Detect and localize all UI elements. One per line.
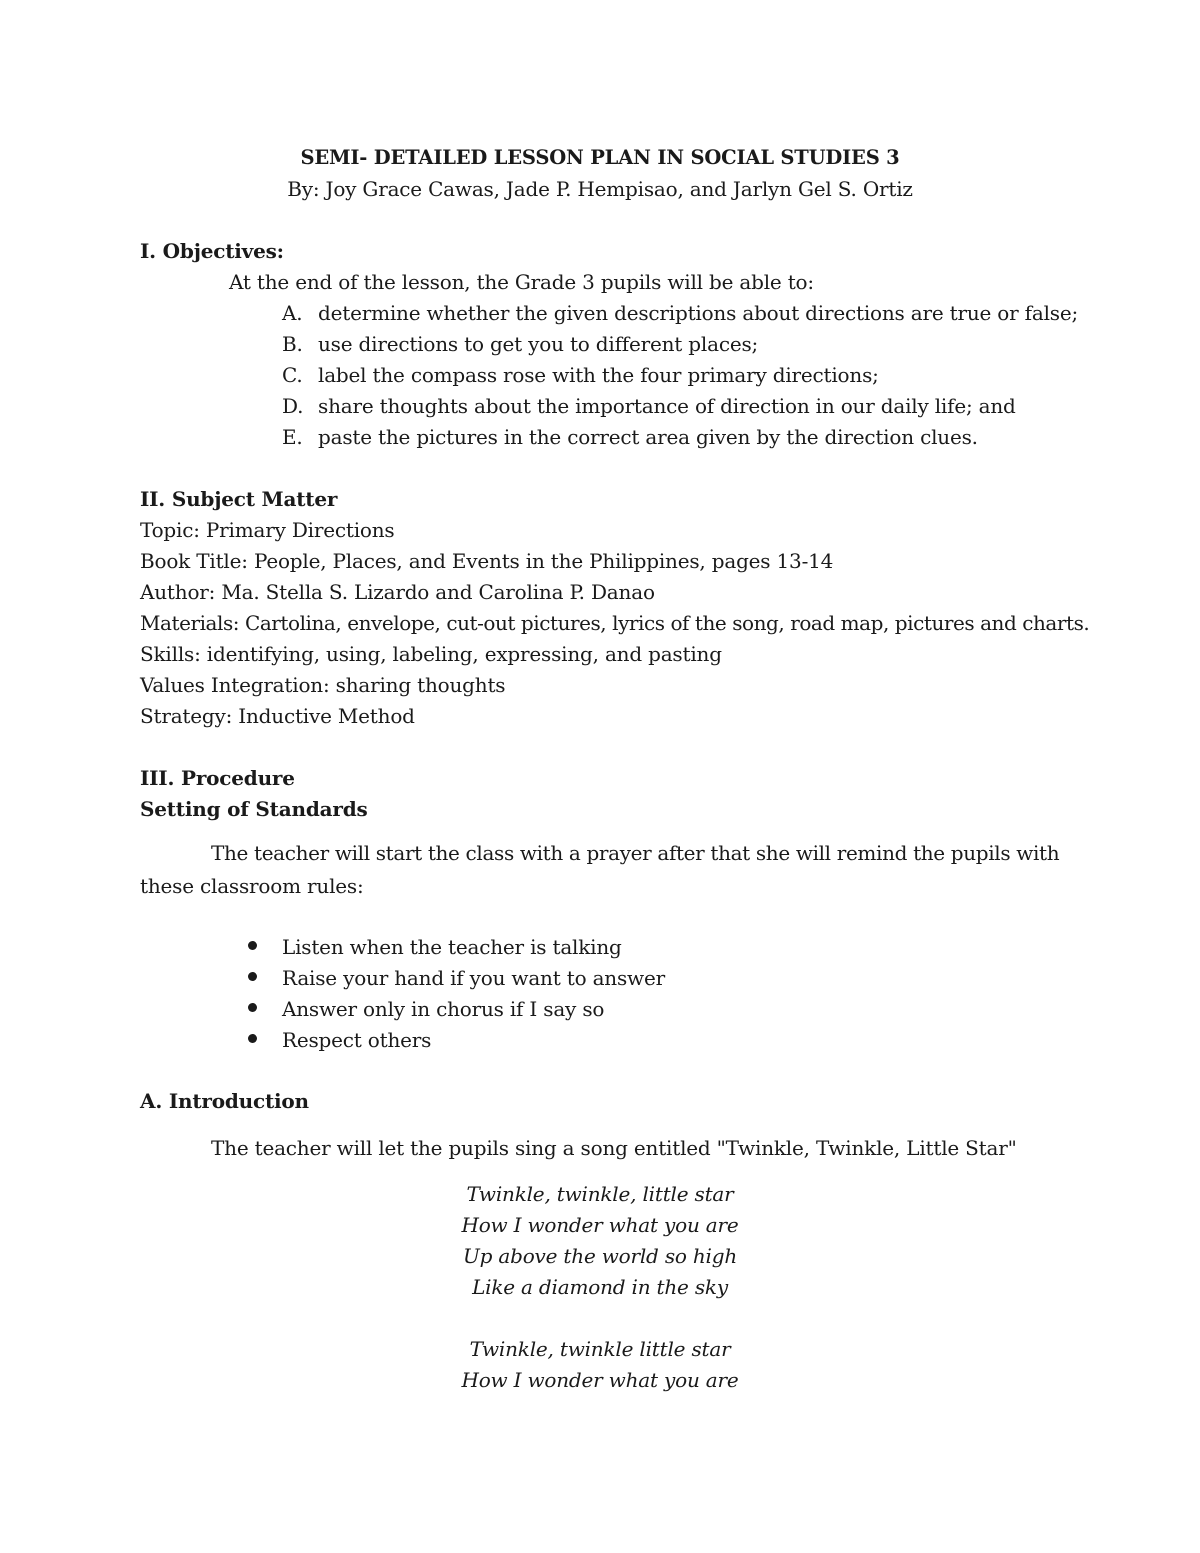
subject-author: Author: Ma. Stella S. Lizardo and Carolina P. Danao bbox=[140, 580, 655, 604]
bullet-icon bbox=[248, 1003, 257, 1012]
rule-item: Respect others bbox=[282, 1028, 432, 1052]
objectives-intro: At the end of the lesson, the Grade 3 pupils will be able to: bbox=[229, 270, 814, 294]
objectives-heading: I. Objectives: bbox=[140, 239, 284, 263]
subject-topic: Topic: Primary Directions bbox=[140, 518, 395, 542]
song-lyric-line: How I wonder what you are bbox=[461, 1213, 739, 1237]
objective-letter: D. bbox=[282, 394, 304, 418]
introduction-paragraph: The teacher will let the pupils sing a song entitled "Twinkle, Twinkle, Little Star" bbox=[211, 1136, 1017, 1160]
subject-strategy: Strategy: Inductive Method bbox=[140, 704, 415, 728]
rule-item: Raise your hand if you want to answer bbox=[282, 966, 665, 990]
objective-text: determine whether the given descriptions about directions are true or false; bbox=[318, 301, 1079, 325]
objective-letter: C. bbox=[282, 363, 303, 387]
song-lyric-line: How I wonder what you are bbox=[461, 1368, 739, 1392]
objective-item bbox=[282, 425, 978, 449]
objective-item bbox=[282, 301, 1078, 325]
objective-text: paste the pictures in the correct area given by the direction clues. bbox=[318, 425, 978, 449]
song-lyric-line: Twinkle, twinkle little star bbox=[469, 1337, 731, 1361]
song-lyric-line: Twinkle, twinkle, little star bbox=[466, 1182, 734, 1206]
song-lyric-line: Up above the world so high bbox=[462, 1244, 738, 1268]
bullet-icon bbox=[248, 972, 257, 981]
introduction-heading: A. Introduction bbox=[140, 1089, 309, 1113]
song-lyric-line: Like a diamond in the sky bbox=[472, 1275, 728, 1299]
objective-letter: B. bbox=[282, 332, 303, 356]
objective-item bbox=[282, 363, 879, 387]
bullet-icon bbox=[248, 1034, 257, 1043]
standards-subheading: Setting of Standards bbox=[140, 797, 368, 821]
rule-item: Answer only in chorus if I say so bbox=[282, 997, 605, 1021]
procedure-heading: III. Procedure bbox=[140, 766, 295, 790]
subject-materials: Materials: Cartolina, envelope, cut-out pictures, lyrics of the song, road map, pictures and charts. bbox=[140, 611, 1090, 635]
subject-skills: Skills: identifying, using, labeling, expressing, and pasting bbox=[140, 642, 722, 666]
objective-item bbox=[282, 394, 1016, 418]
document-title: SEMI- DETAILED LESSON PLAN IN SOCIAL STUDIES 3 bbox=[300, 146, 900, 169]
objective-text: use directions to get you to different places; bbox=[318, 332, 759, 356]
standards-paragraph-line: these classroom rules: bbox=[140, 874, 364, 898]
subject-values: Values Integration: sharing thoughts bbox=[140, 673, 506, 697]
subject-book-title: Book Title: People, Places, and Events in the Philippines, pages 13-14 bbox=[140, 549, 834, 573]
objective-text: label the compass rose with the four primary directions; bbox=[318, 363, 879, 387]
objective-letter: E. bbox=[282, 425, 303, 449]
subject-matter-heading: II. Subject Matter bbox=[140, 487, 338, 511]
standards-paragraph-line: The teacher will start the class with a prayer after that she will remind the pupils with bbox=[211, 841, 1060, 865]
document-authors: By: Joy Grace Cawas, Jade P. Hempisao, and Jarlyn Gel S. Ortiz bbox=[287, 177, 913, 201]
rule-item: Listen when the teacher is talking bbox=[282, 935, 622, 959]
objective-letter: A. bbox=[282, 301, 303, 325]
objective-item bbox=[282, 332, 758, 356]
objective-text: share thoughts about the importance of direction in our daily life; and bbox=[318, 394, 1016, 418]
bullet-icon bbox=[248, 941, 257, 950]
